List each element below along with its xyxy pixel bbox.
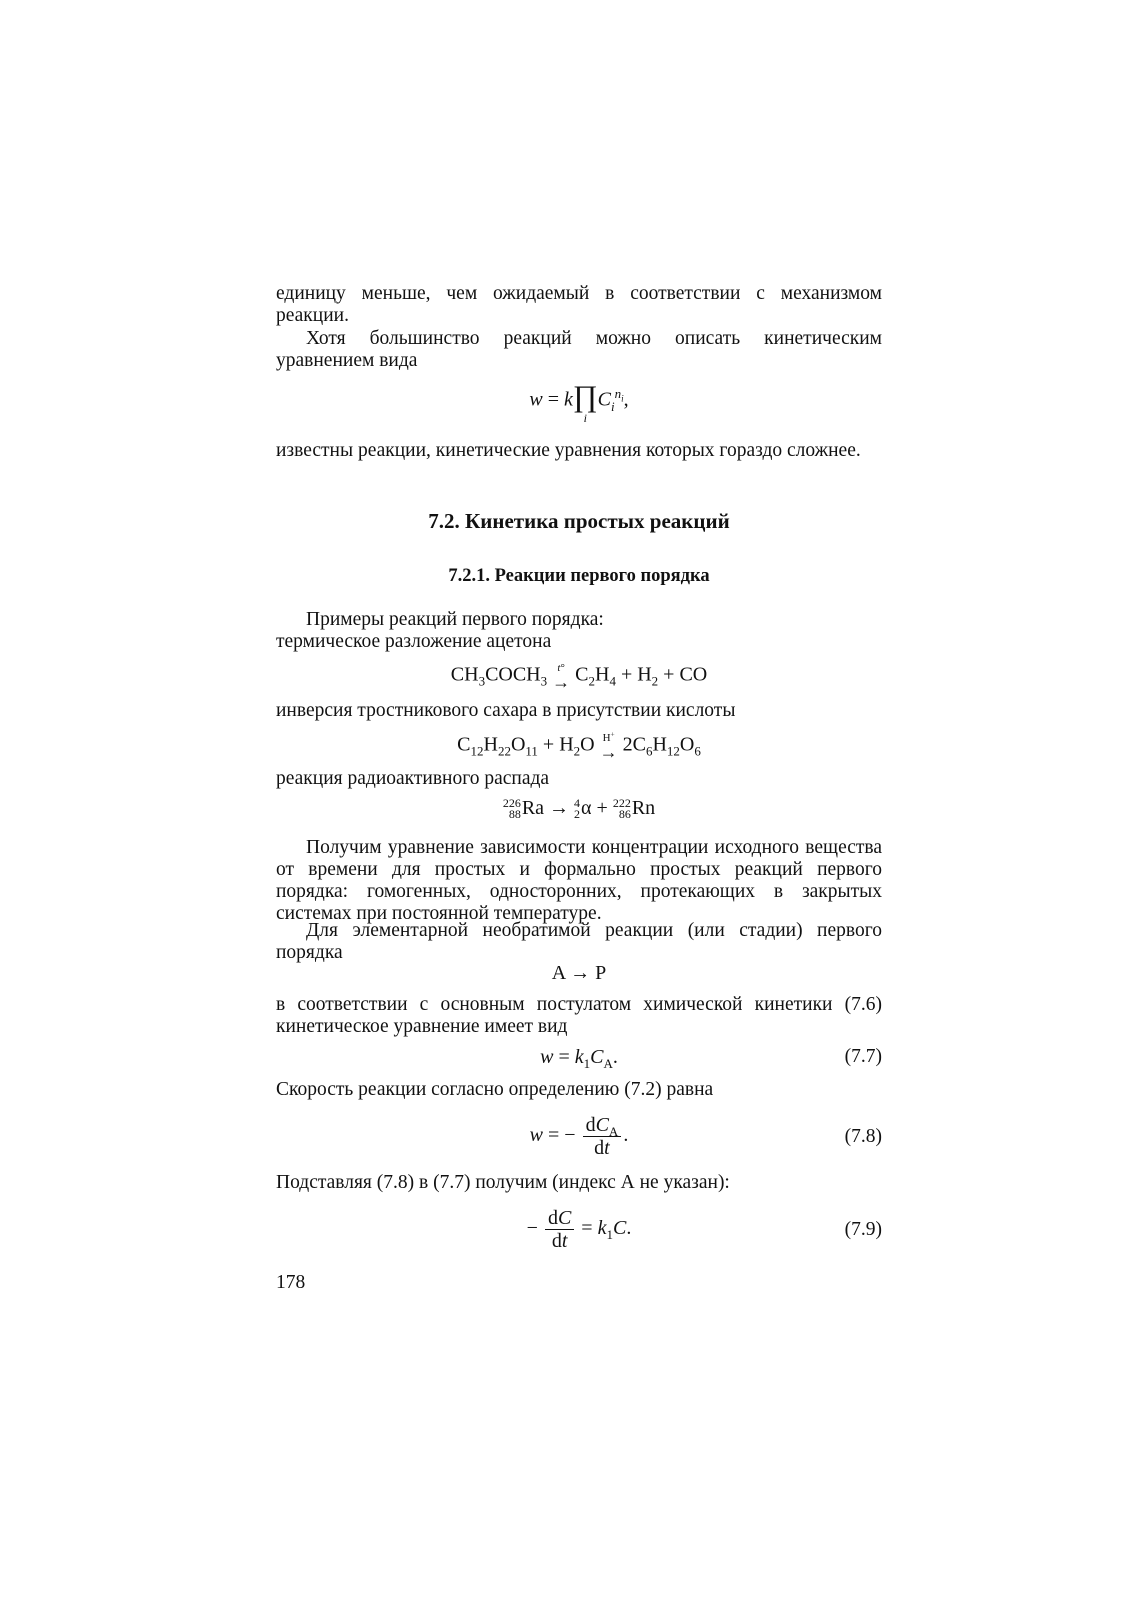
paragraph-derivation: Получим уравнение зависимости концентрации исходного вещества от времени для простых и формально простых реакций первого порядка: гомогенных, односторонних, протекающих в закрытых системах при постоянной температуре. <box>276 837 882 924</box>
equation-a-to-p: A → P <box>551 962 607 984</box>
equation-7-9: − $\frac{dC}{dt}$ = $k_1C$. <box>526 1207 632 1252</box>
paragraph-rate-definition: Скорость реакции согласно определению (7.2) равна <box>276 1079 714 1100</box>
paragraph-elementary: Для элементарной необратимой реакции (или стадии) первого порядка <box>276 920 882 963</box>
paragraph-substitution: Подставляя (7.8) в (7.7) получим (индекс А не указан): <box>276 1172 730 1193</box>
paragraph-kinetic-intro: Хотя большинство реакций можно описать кинетическим уравнением вида <box>276 328 882 371</box>
equation-general-rate: w = k ∏ i $C_i^{n_i}$, <box>529 380 629 425</box>
equation-radium-decay: 226 88 Ra → 4 2 α + 222 86 Rn <box>502 796 656 822</box>
paragraph-radioactive: реакция радиоактивного распада <box>276 768 550 789</box>
paragraph-acetone: термическое разложение ацетона <box>276 631 552 652</box>
paragraph-continuation: единицу меньше, чем ожидаемый в соответствии с механизмом реакции. <box>276 283 882 326</box>
equation-7-8: w = − $\frac{dC_A}{dt}$ . <box>529 1114 629 1159</box>
equation-sucrose: $C_{12}H_{22}O_{11} + H_2O$ H+ → $2C_6H_{12}O_6$ <box>457 730 701 762</box>
equation-number-7-7: (7.7) <box>844 1046 882 1067</box>
subsection-heading-7-2-1: 7.2.1. Реакции первого порядка <box>448 566 710 586</box>
section-heading-7-2: 7.2. Кинетика простых реакций <box>428 509 730 533</box>
paragraph-sugar: инверсия тростникового сахара в присутствии кислоты <box>276 700 736 721</box>
equation-acetone: $CH_3COCH_3$ t° → $C_2H_4 + H_2$ + CO <box>450 662 708 692</box>
paragraph-complex: известны реакции, кинетические уравнения которых гораздо сложнее. <box>276 440 861 461</box>
equation-number-7-8: (7.8) <box>844 1126 882 1147</box>
equation-7-7: $w = k_1C_A$. <box>540 1046 618 1071</box>
paragraph-examples: Примеры реакций первого порядка: <box>306 609 604 630</box>
document-page <box>276 0 882 1600</box>
paragraph-postulate: в соответствии с основным постулатом химической кинетики (7.6) кинетическое уравнение имеет вид <box>276 994 882 1037</box>
page-number: 178 <box>276 1272 306 1293</box>
equation-number-7-9: (7.9) <box>844 1219 882 1240</box>
